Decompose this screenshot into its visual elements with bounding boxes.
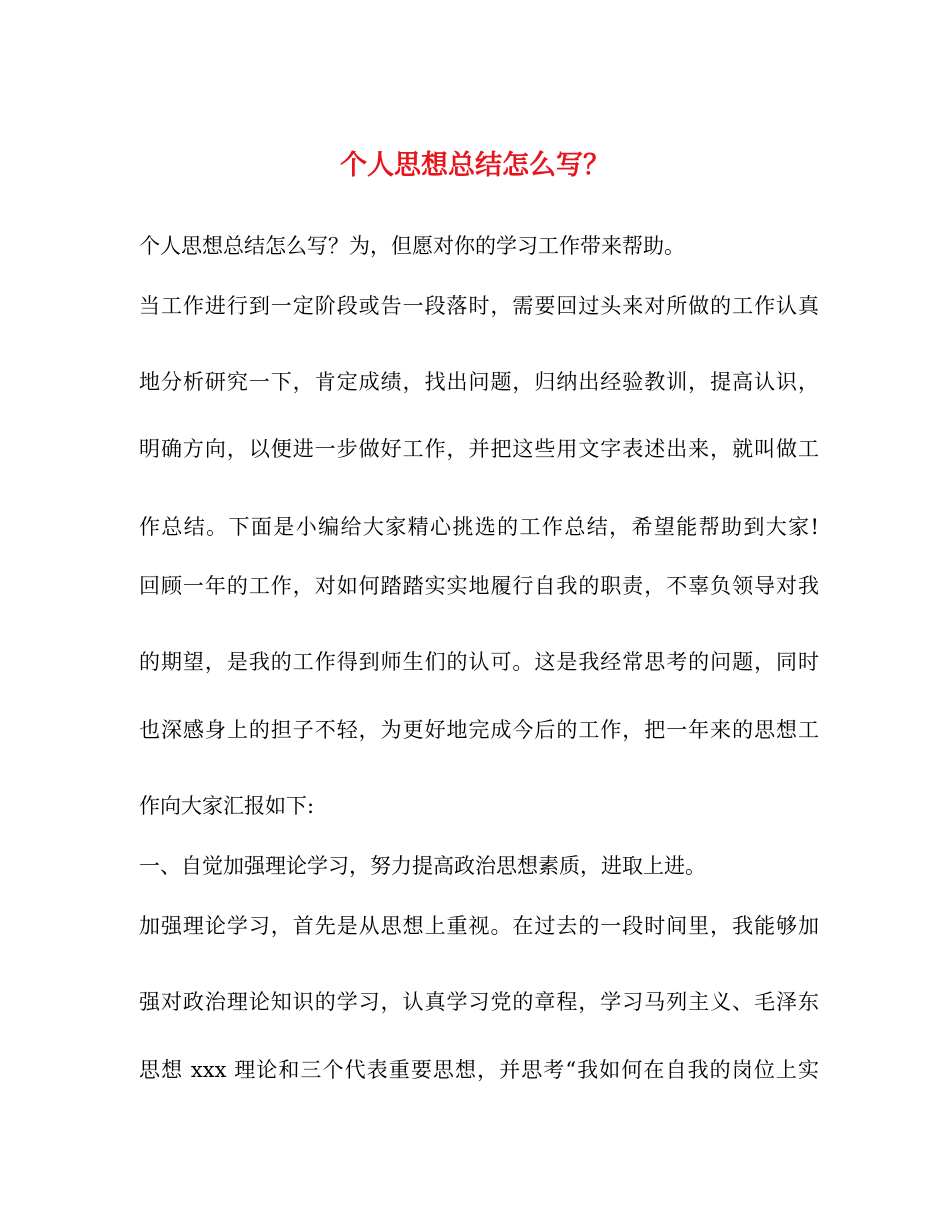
paragraph-line: 个人思想总结怎么写？为，但愿对你的学习工作带来帮助。 (139, 234, 685, 258)
paragraph-line: 明确方向，以便进一步做好工作，并把这些用文字表述出来，就叫做工 (139, 437, 819, 461)
paragraph-line: 强对政治理论知识的学习，认真学习党的章程，学习马列主义、毛泽东 (139, 990, 819, 1014)
paragraph-line: 加强理论学习，首先是从思想上重视。在过去的一段时间里，我能够加 (139, 914, 819, 938)
paragraph-line: 作总结。下面是小编给大家精心挑选的工作总结，希望能帮助到大家! (139, 515, 819, 539)
paragraph-line: 的期望，是我的工作得到师生们的认可。这是我经常思考的问题，同时 (139, 650, 819, 674)
paragraph-line: 也深感身上的担子不轻，为更好地完成今后的工作，把一年来的思想工 (139, 718, 819, 742)
section-heading: 一、自觉加强理论学习，努力提高政治思想素质，进取上进。 (139, 854, 706, 878)
paragraph-line: 地分析研究一下，肯定成绩，找出问题，归纳出经验教训，提高认识， (139, 370, 819, 394)
paragraph-line: 作向大家汇报如下: (139, 794, 315, 818)
document-title: 个人思想总结怎么写？ (340, 150, 610, 181)
paragraph-line: 当工作进行到一定阶段或告一段落时，需要回过头来对所做的工作认真 (139, 294, 819, 318)
paragraph-line: 回顾一年的工作，对如何踏踏实实地履行自我的职责，不辜负领导对我 (139, 574, 819, 598)
paragraph-line: 思想 xxx 理论和三个代表重要思想，并思考“我如何在自我的岗位上实 (139, 1058, 819, 1082)
